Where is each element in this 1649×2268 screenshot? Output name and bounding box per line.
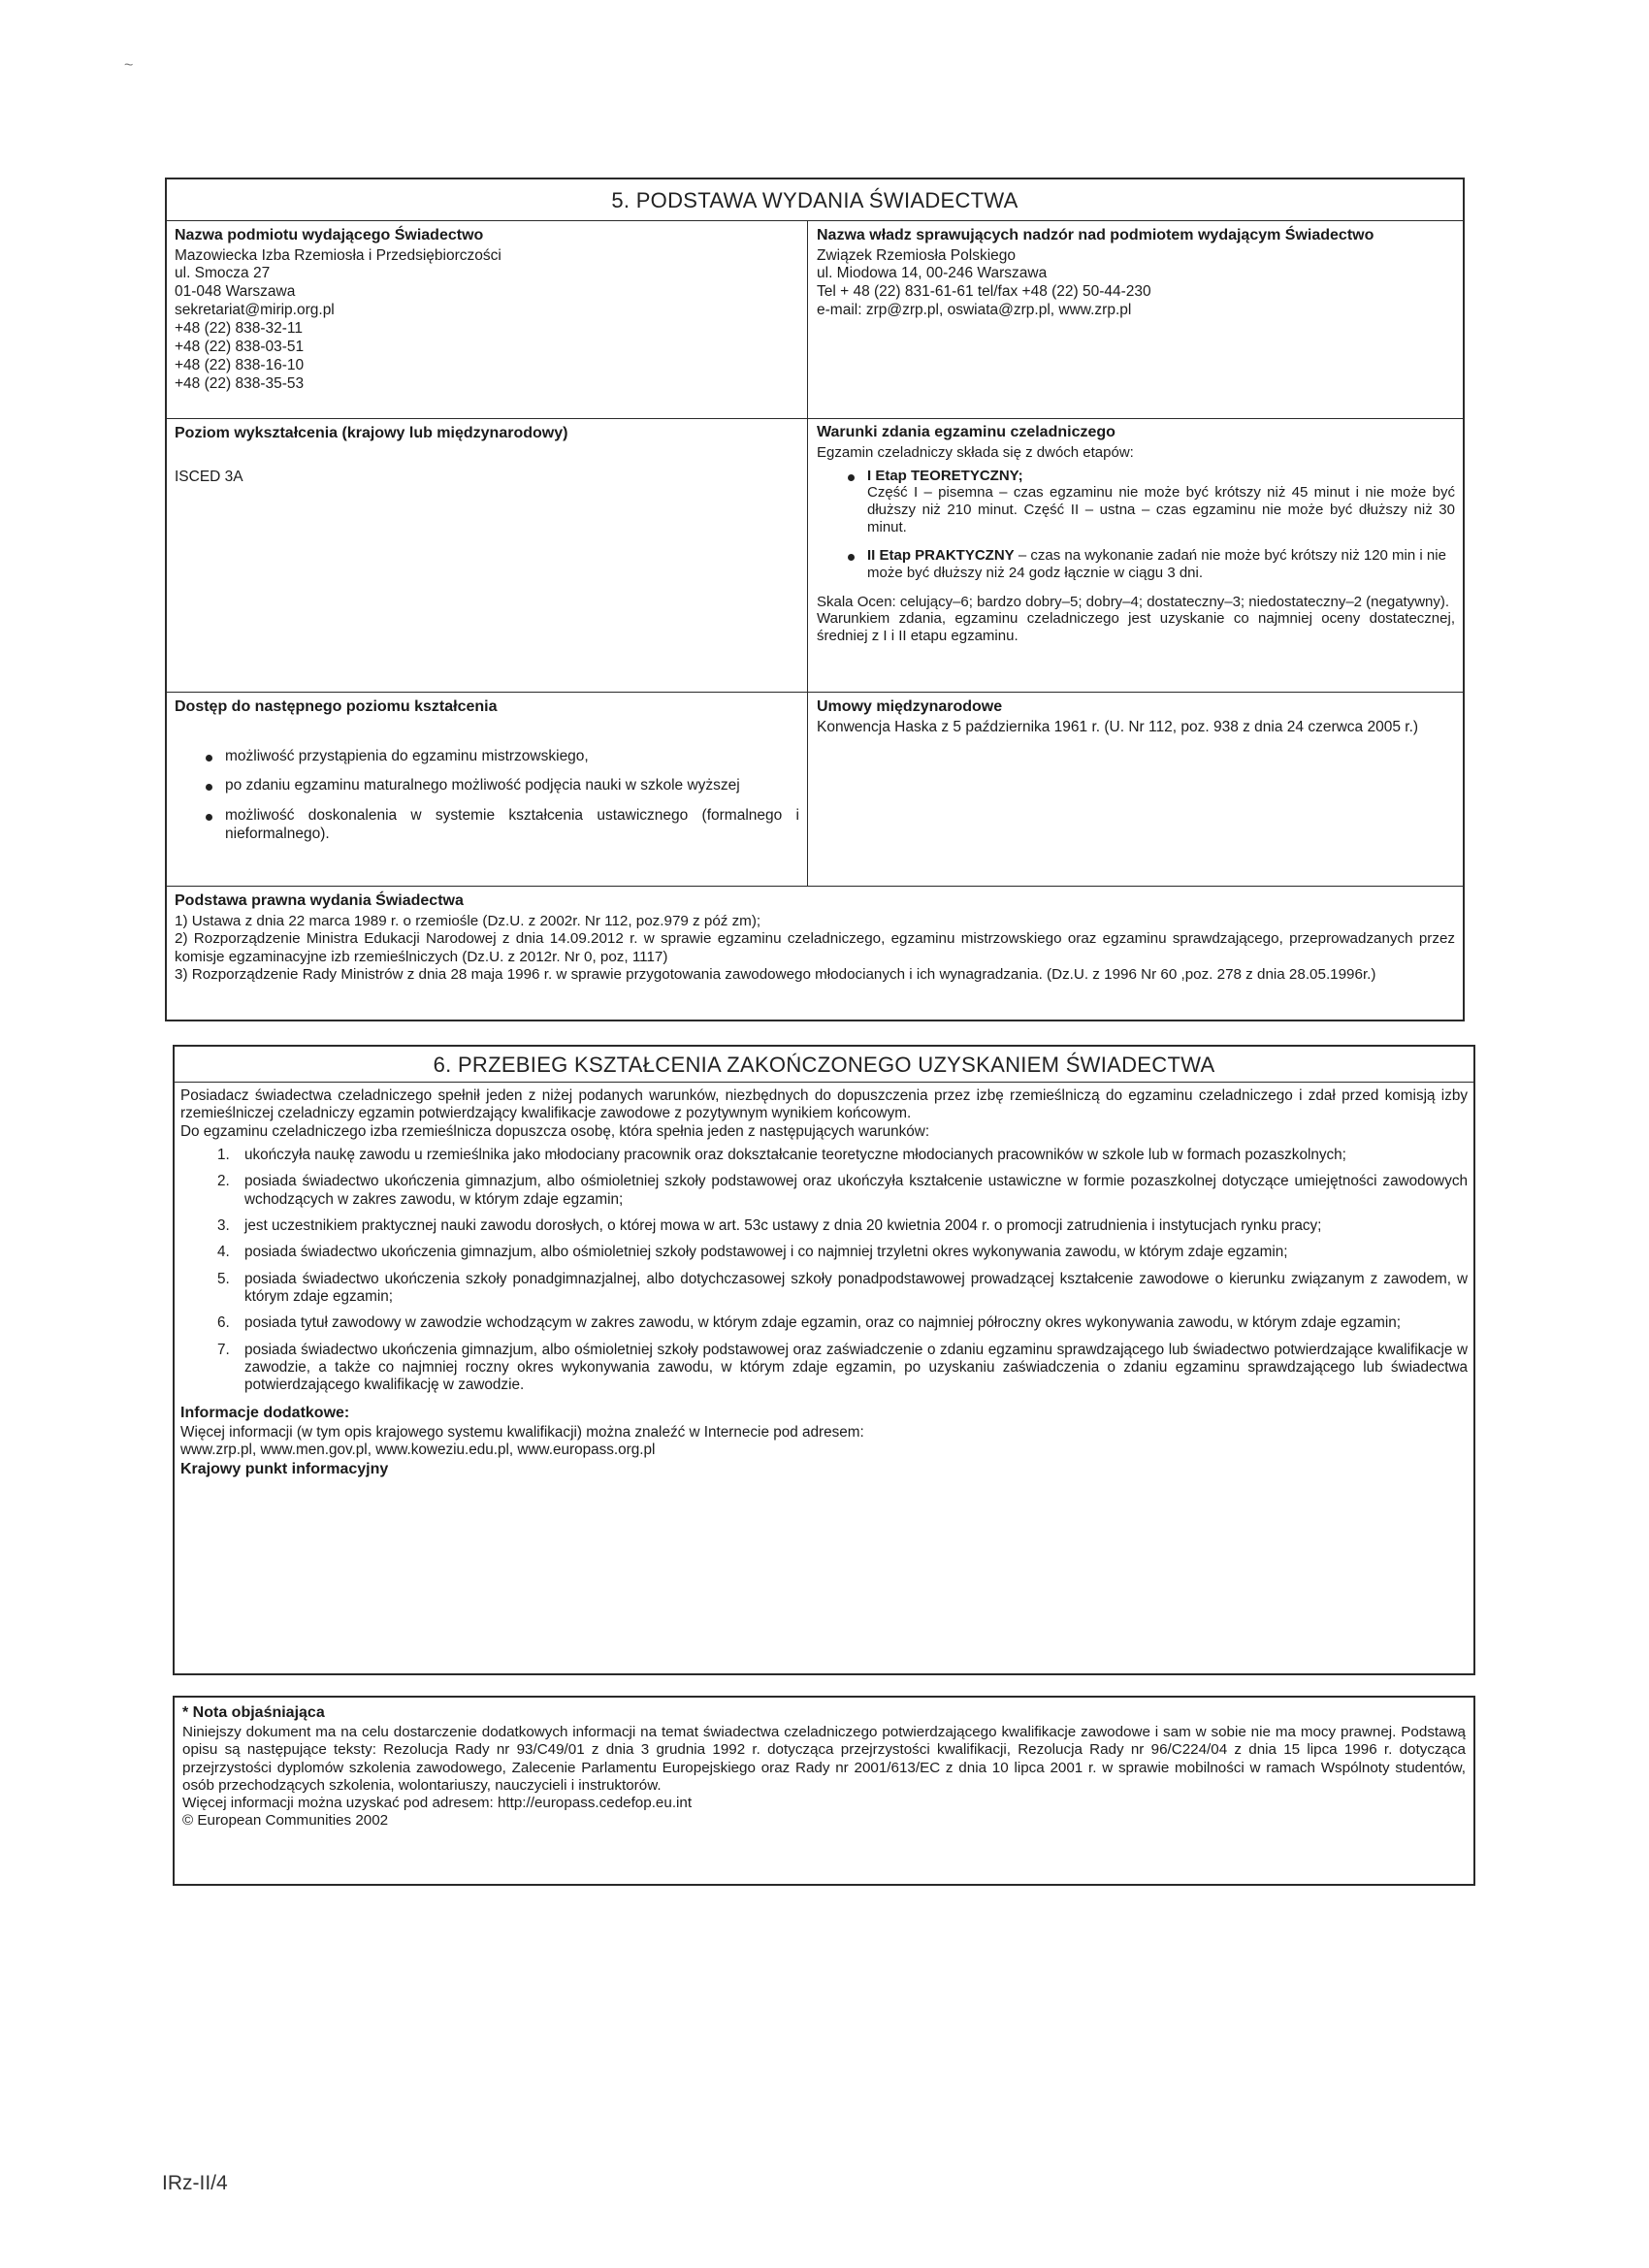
- agreements-heading: Umowy międzynarodowe: [817, 698, 1003, 715]
- issuer-heading: Nazwa podmiotu wydającego Świadectwo: [175, 227, 484, 243]
- grading-scale: Skala Ocen: celujący–6; bardzo dobry–5; dobry–4; dostateczny–3; niedostateczny–2 (negatywny).: [817, 593, 1450, 610]
- admission-condition: 5. posiada świadectwo ukończenia szkoły ponadgimnazjalnej, albo dotychczasowej szkoły ponadpodstawowej prowadzącej kształcenie zawodowe o kierunku związanym z zawodem, w którym zdaje egzamin;: [217, 1270, 1468, 1306]
- admission-condition: 6. posiada tytuł zawodowy w zawodzie wchodzącym w zakres zawodu, w którym zdaje egzamin, oraz co najmniej półroczny okres wykonywania zawodu, w którym zdaje egzamin;: [217, 1314, 1401, 1332]
- authority-line: Związek Rzemiosła Polskiego: [817, 246, 1017, 264]
- section-5-title: 5. PODSTAWA WYDANIA ŚWIADECTWA: [167, 179, 1463, 221]
- nota-box: [173, 1696, 1475, 1886]
- page-mark: ~: [124, 57, 134, 74]
- access-list: [175, 748, 799, 845]
- section-6-intro: Posiadacz świadectwa czeladniczego spełnił jeden z niżej podanych warunków, niezbędnych do dopuszczenia przez izbę rzemieślniczą do egzaminu czeladniczego i zdał przed komisją izby rzemieślniczej czeladniczy egzamin potwierdzający kwalifikacje zawodowe z pozytywnym wynikiem końcowym.: [180, 1087, 1468, 1122]
- nota-heading: * Nota objaśniająca: [182, 1704, 325, 1721]
- exam-conditions-intro: Egzamin czeladniczy składa się z dwóch etapów:: [817, 443, 1134, 461]
- education-level-value: ISCED 3A: [175, 468, 243, 485]
- exam-stage-2: [817, 547, 1455, 581]
- legal-basis-item: 1) Ustawa z dnia 22 marca 1989 r. o rzemiośle (Dz.U. z 2002r. Nr 112, poz.979 z póź zm);: [175, 912, 761, 929]
- nota-text: Niniejszy dokument ma na celu dostarczenie dodatkowych informacji na temat świadectwa czeladniczego potwierdzającego kwalifikacje zawodowe i sam w sobie nie ma mocy prawnej. Podstawą opisu są następujące teksty: Rezolucja Rady nr 93/C49/01 z dnia 3 grudnia 1992 r. dotycząca przejrzystości kwalifikacji, Rezolucja Rady nr 96/C224/04 z dnia 15 lipca 1996 r. dotycząca przejrzystości dyplomów szkolenia zawodowego, Zalecenie Parlamentu Europejskiego oraz Rady nr 2001/613/EC z dnia 10 lipca 2001 r. w sprawie mobilności w ramach Wspólnoty studentów, osób przechodzących szkolenia, wolontariuszy, nauczycieli i instruktorów.: [182, 1724, 1466, 1794]
- authority-heading: Nazwa władz sprawujących nadzór nad podmiotem wydającym Świadectwo: [817, 227, 1374, 243]
- exam-stage-1: [817, 468, 1455, 536]
- issuer-phone: +48 (22) 838-32-11: [175, 320, 303, 338]
- additional-info-heading: Informacje dodatkowe:: [180, 1404, 350, 1421]
- form-code: IRz-II/4: [162, 2172, 228, 2194]
- legal-basis-item: 2) Rozporządzenie Ministra Edukacji Narodowej z dnia 14.09.2012 r. w sprawie egzaminu czeladniczego, egzaminu mistrzowskiego oraz egzaminu sprawdzającego, przeprowadzanych przez komisje egzaminacyjne izb rzemieślniczych (Dz.U. z 2012r. Nr 0, poz, 1117): [175, 930, 1455, 965]
- section-6-intro-2: Do egzaminu czeladniczego izba rzemieślnicza dopuszcza osobę, która spełnia jeden z następujących warunków:: [180, 1122, 930, 1140]
- education-level-cell: [167, 420, 807, 692]
- row-divider-2: [167, 692, 1463, 693]
- section-5-divider: [807, 220, 808, 886]
- stage-2-text: – czas na wykonanie zadań nie może być krótszy niż 120 min i nie może być dłuższy niż 24 godz łącznie w ciągu 3 dni.: [867, 547, 1446, 581]
- issuer-phone: +48 (22) 838-16-10: [175, 356, 305, 373]
- access-heading: Dostęp do następnego poziomu kształcenia: [175, 698, 498, 715]
- issuer-line: ul. Smocza 27: [175, 265, 271, 282]
- section-6-title: 6. PRZEBIEG KSZTAŁCENIA ZAKOŃCZONEGO UZYSKANIEM ŚWIADECTWA: [175, 1047, 1473, 1083]
- admission-condition: 3. jest uczestnikiem praktycznej nauki zawodu dorosłych, o której mowa w art. 53c ustawy z dnia 20 kwietnia 2004 r. o promocji zatrudnienia i instytucjach rynku pracy;: [217, 1217, 1322, 1235]
- nota-body: [175, 1700, 1473, 1884]
- stage-2-label: II Etap PRAKTYCZNY: [867, 547, 1015, 565]
- access-cell: [167, 694, 807, 886]
- legal-basis-cell: [167, 888, 1463, 1020]
- additional-info-text: Więcej informacji (w tym opis krajowego systemu kwalifikacji) można znaleźć w Internecie pod adresem:: [180, 1424, 864, 1441]
- access-item: po zdaniu egzaminu maturalnego możliwość podjęcia nauki w szkole wyższej: [175, 777, 799, 795]
- legal-basis-item: 3) Rozporządzenie Rady Ministrów z dnia 28 maja 1996 r. w sprawie przygotowania zawodowego młodocianych i ich wynagradzania. (Dz.U. z 1996 Nr 60 ,poz. 278 z dnia 28.05.1996r.): [175, 966, 1376, 984]
- row-divider-1: [167, 418, 1463, 419]
- authority-phone: Tel + 48 (22) 831-61-61 tel/fax +48 (22) 50-44-230: [817, 283, 1151, 301]
- agreements-text: Konwencja Haska z 5 października 1961 r. (U. Nr 112, poz. 938 z dnia 24 czerwca 2005 r.): [817, 718, 1419, 735]
- nota-copyright: © European Communities 2002: [182, 1812, 389, 1830]
- pass-condition: Warunkiem zdania, egzaminu czeladniczego jest uzyskanie co najmniej oceny dostatecznej, średniej z I i II etapu egzaminu.: [817, 610, 1455, 645]
- authority-cell: [809, 222, 1463, 418]
- issuer-email: sekretariat@mirip.org.pl: [175, 302, 335, 319]
- section-6-box: [173, 1045, 1475, 1675]
- exam-conditions-cell: [809, 420, 1463, 692]
- section-5-box: [165, 178, 1465, 1021]
- exam-stages-list: [817, 468, 1455, 582]
- info-point-heading: Krajowy punkt informacyjny: [180, 1460, 389, 1477]
- access-item: możliwość przystąpienia do egzaminu mistrzowskiego,: [175, 748, 799, 766]
- issuer-phone: +48 (22) 838-03-51: [175, 339, 305, 356]
- exam-conditions-heading: Warunki zdania egzaminu czeladniczego: [817, 424, 1116, 440]
- legal-basis-heading: Podstawa prawna wydania Świadectwa: [175, 892, 464, 909]
- stage-1-text: Część I – pisemna – czas egzaminu nie może być krótszy niż 45 minut i nie może być dłuższy niż 210 minut. Część II – ustna – czas egzaminu nie może być dłuższy niż 30 minut.: [867, 484, 1455, 535]
- nota-more-info: Więcej informacji można uzyskać pod adresem: http://europass.cedefop.eu.int: [182, 1795, 693, 1812]
- section-6-body: [175, 1084, 1473, 1673]
- agreements-cell: [809, 694, 1463, 886]
- issuer-line: 01-048 Warszawa: [175, 283, 296, 301]
- issuer-cell: [167, 222, 807, 418]
- admission-condition: 7. posiada świadectwo ukończenia gimnazjum, albo ośmioletniej szkoły podstawowej oraz zaświadczenie o zdaniu egzaminu sprawdzającego lub świadectwo potwierdzające kwalifikacje w zawodzie, a także co najmniej roczny okres wykonywania zawodu, w którym zdaje egzamin, po uzyskaniu zaświadczenia o zdaniu egzaminu sprawdzającego lub świadectwa potwierdzającego kwalifikację w zawodzie.: [217, 1341, 1468, 1394]
- issuer-phone: +48 (22) 838-35-53: [175, 374, 305, 392]
- admission-conditions-list: [180, 1147, 1468, 1395]
- admission-condition: 1. ukończyła naukę zawodu u rzemieślnika jako młodociany pracownik oraz dokształcanie teoretyczne młodocianych pracowników w szkole lub w formach pozaszkolnych;: [217, 1147, 1346, 1164]
- row-divider-3: [167, 886, 1463, 887]
- additional-info-links: www.zrp.pl, www.men.gov.pl, www.koweziu.edu.pl, www.europass.org.pl: [180, 1442, 656, 1459]
- access-item: możliwość doskonalenia w systemie kształcenia ustawicznego (formalnego i nieformalnego).: [175, 807, 799, 844]
- authority-line: ul. Miodowa 14, 00-246 Warszawa: [817, 265, 1048, 282]
- admission-condition: 2. posiada świadectwo ukończenia gimnazjum, albo ośmioletniej szkoły podstawowej oraz ukończyła kształcenie ustawiczne w formie pozaszkolnej dotyczące umiejętności zawodowych wchodzących w zakres zawodu, w którym zdaje egzamin;: [217, 1173, 1468, 1208]
- stage-1-label: I Etap TEORETYCZNY;: [867, 467, 1023, 484]
- admission-condition: 4. posiada świadectwo ukończenia gimnazjum, albo ośmioletniej szkoły podstawowej i co najmniej trzyletni okres wykonywania zawodu, w którym zdaje egzamin;: [217, 1244, 1288, 1261]
- issuer-line: Mazowiecka Izba Rzemiosła i Przedsiębiorczości: [175, 246, 501, 264]
- education-level-heading: Poziom wykształcenia (krajowy lub międzynarodowy): [175, 425, 568, 441]
- authority-email: e-mail: zrp@zrp.pl, oswiata@zrp.pl, www.zrp.pl: [817, 302, 1132, 319]
